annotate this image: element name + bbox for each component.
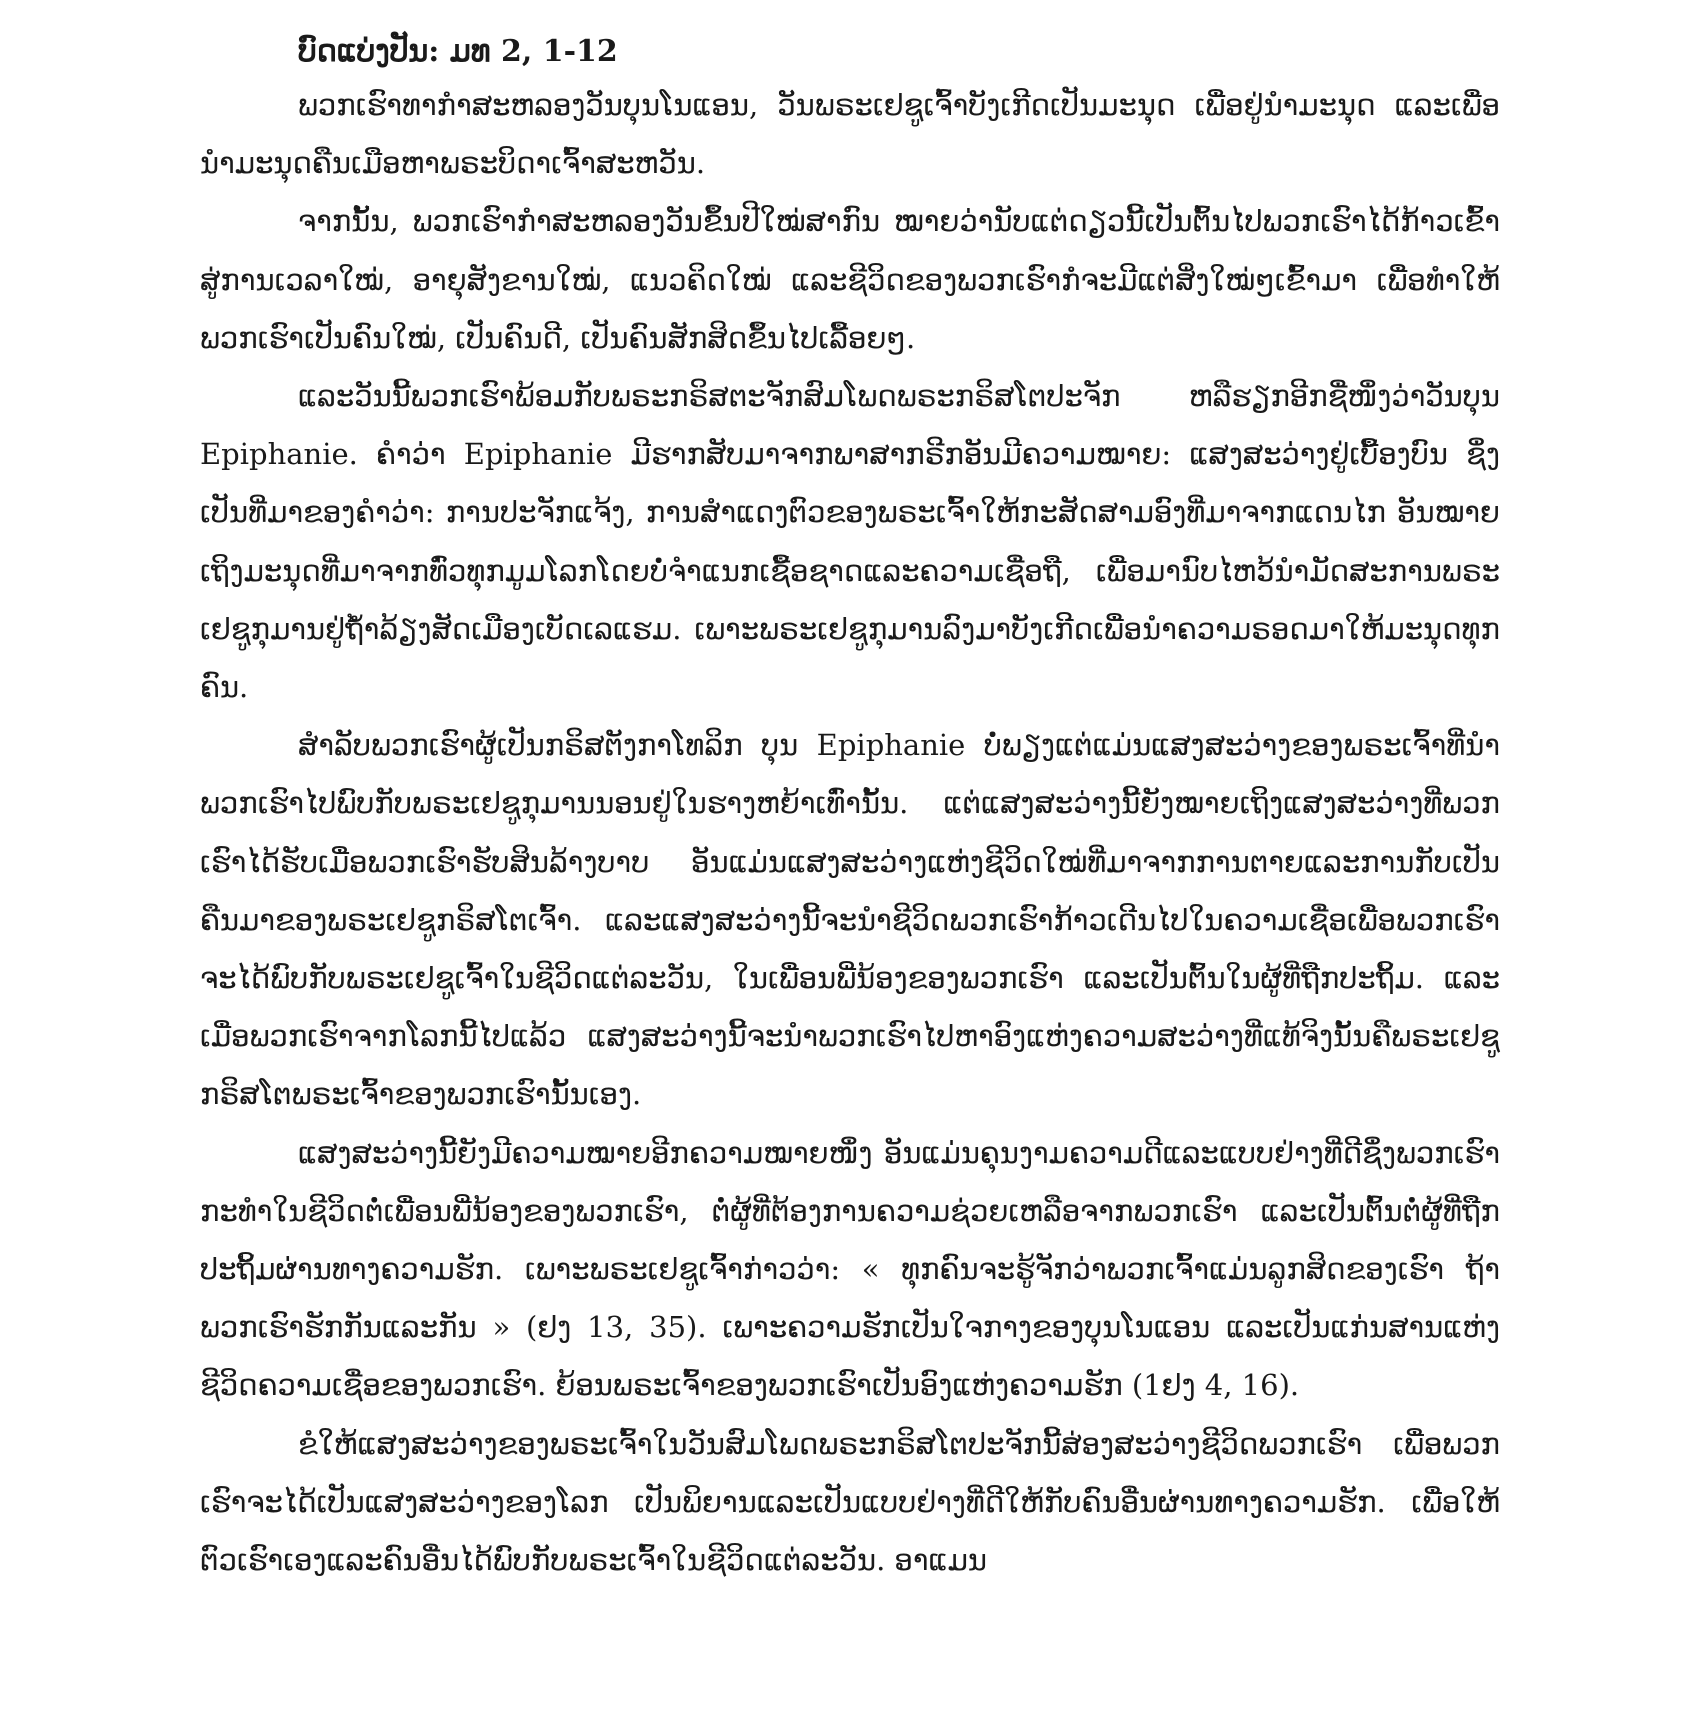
document-body xyxy=(200,28,1500,1589)
paragraph-5: ແສງສະວ່າງນີ້ຍັງມີຄວາມໝາຍອີກຄວາມໝາຍໜຶ່ງ ອັນແມ່ນຄຸນງາມຄວາມດີແລະແບບຢ່າງທີ່ດີຊຶ່ງພວກເຮົາກະທໍາໃນຊີວິດຕໍ່ເພື່ອນພີ່ນ້ອງຂອງພວກເຮົາ, ຕໍ່ຜູ້ທີ່ຕ້ອງການຄວາມຊ່ວຍເຫລືອຈາກພວກເຮົາ ແລະເປັນຕົ້ນຕໍ່ຜູ້ທີ່ຖືກປະຖິ້ມຜ່ານທາງຄວາມຮັກ. ເພາະພຣະເຢຊູເຈົ້າກ່າວວ່າ: « ທຸກຄົນຈະຮູ້ຈັກວ່າພວກເຈົ້າແມ່ນລູກສິດຂອງເຮົາ ຖ້າພວກເຮົາຮັກກັນແລະກັນ » (ຢງ 13, 35). ເພາະຄວາມຮັກເປັນໃຈກາງຂອງບຸນໂນແອນ ແລະເປັນແກ່ນສານແຫ່ງຊີວິດຄວາມເຊື່ອຂອງພວກເຮົາ. ຍ້ອນພຣະເຈົ້າຂອງພວກເຮົາເປັນອົງແຫ່ງຄວາມຮັກ (1ຢງ 4, 16). xyxy=(200,1135,1500,1403)
paragraph-3: ແລະວັນນີ້ພວກເຮົາພ້ອມກັບພຣະກຣິສຕະຈັກສົມໂພດພຣະກຣິສໂຕປະຈັກ ຫລືຮຽກອີກຊື່ໜຶ່ງວ່າວັນບຸນ Epiphanie. ຄໍາວ່າ Epiphanie ມີຮາກສັບມາຈາກພາສາກຣີກອັນມີຄວາມໝາຍ: ແສງສະວ່າງຢູ່ເບື້ອງບົນ ຊຶ່ງເປັນທີ່ມາຂອງຄໍາວ່າ: ການປະຈັກແຈ້ງ, ການສໍາແດງຕົວຂອງພຣະເຈົ້າໃຫ້ກະສັດສາມອົງທີ່ມາຈາກແດນໄກ ອັນໝາຍເຖິງມະນຸດທີ່ມາຈາກທົ່ວທຸກມູມໂລກໂດຍບໍ່ຈໍາແນກເຊື້ອຊາດແລະຄວາມເຊື່ອຖື, ເພື່ອມານົບໄຫວ້ນໍາມັດສະການພຣະເຢຊູກຸມານຢູ່ຖໍ້າລ້ຽງສັດເມືອງເບັດເລແຮມ. ເພາະພຣະເຢຊູກຸມານລົງມາບັງເກີດເພື່ອນໍາຄວາມຣອດມາໃຫ້ມະນຸດທຸກຄົນ. xyxy=(200,379,1500,705)
paragraph-1: ພວກເຮົາທາກໍາສະຫລອງວັນບຸນໂນແອນ, ວັນພຣະເຢຊູເຈົ້າບັງເກີດເປັນມະນຸດ ເພື່ອຢູ່ນໍາມະນຸດ ແລະເພື່ອນໍາມະນຸດຄືນເມືອຫາພຣະບິດາເຈົ້າສະຫວັນ. xyxy=(200,88,1500,181)
paragraph-6: ຂໍໃຫ້ແສງສະວ່າງຂອງພຣະເຈົ້າໃນວັນສົມໂພດພຣະກຣິສໂຕປະຈັກນີ້ສ່ອງສະວ່າງຊີວິດພວກເຮົາ ເພື່ອພວກເຮົາຈະໄດ້ເປັນແສງສະວ່າງຂອງໂລກ ເປັນພິຍານແລະເປັນແບບຢ່າງທີ່ດີໃຫ້ກັບຄົນອື່ນຜ່ານທາງຄວາມຮັກ. ເພື່ອໃຫ້ຕົວເຮົາເອງແລະຄົນອື່ນໄດ້ພົບກັບພຣະເຈົ້າໃນຊີວິດແຕ່ລະວັນ. ອາແມນ xyxy=(200,1426,1500,1578)
paragraph-2: ຈາກນັ້ນ, ພວກເຮົາກໍາສະຫລອງວັນຂຶ້ນປີໃໝ່ສາກົນ ໝາຍວ່ານັບແຕ່ດຽວນີ້ເປັນຕົ້ນໄປພວກເຮົາໄດ້ກ້າວເຂົ້າສູ່ການເວລາໃໝ່, ອາຍຸສັງຂານໃໝ່, ແນວຄິດໃໝ່ ແລະຊີວິດຂອງພວກເຮົາກໍຈະມີແຕ່ສິ່ງໃໝ່ໆເຂົ້າມາ ເພື່ອທໍາໃຫ້ພວກເຮົາເປັນຄົນໃໝ່, ເປັນຄົນດີ, ເປັນຄົນສັກສິດຂຶ້ນໄປເລື້ອຍໆ. xyxy=(200,204,1500,355)
document-heading: ບົດແບ່ງປັນ: ມທ 2, 1-12 xyxy=(298,34,618,69)
paragraph-4: ສໍາລັບພວກເຮົາຜູ້ເປັນກຣິສຕັງກາໂທລິກ ບຸນ Epiphanie ບໍ່ພຽງແຕ່ແມ່ນແສງສະວ່າງຂອງພຣະເຈົ້າທີ່ນໍາພວກເຮົາໄປພົບກັບພຣະເຢຊູກຸມານນອນຢູ່ໃນຮາງຫຍ້າເທົ່ານັ້ນ. ແຕ່ແສງສະວ່າງນີ້ຍັງໝາຍເຖິງແສງສະວ່າງທີ່ພວກເຮົາໄດ້ຮັບເມື່ອພວກເຮົາຮັບສິນລ້າງບາບ ອັນແມ່ນແສງສະວ່າງແຫ່ງຊີວິດໃໝ່ທີ່ມາຈາກການຕາຍແລະການກັບເປັນຄືນມາຂອງພຣະເຢຊູກຣິສໂຕເຈົ້າ. ແລະແສງສະວ່າງນີ້ຈະນໍາຊີວິດພວກເຮົາກ້າວເດີນໄປໃນຄວາມເຊື່ອເພື່ອພວກເຮົາຈະໄດ້ພົບກັບພຣະເຢຊູເຈົ້າໃນຊີວິດແຕ່ລະວັນ, ໃນເພື່ອນພີ່ນ້ອງຂອງພວກເຮົາ ແລະເປັນຕົ້ນໃນຜູ້ທີ່ຖືກປະຖິ້ມ. ແລະເມື່ອພວກເຮົາຈາກໂລກນີ້ໄປແລ້ວ ແສງສະວ່າງນີ້ຈະນໍາພວກເຮົາໄປຫາອົງແຫ່ງຄວາມສະວ່າງທີ່ແທ້ຈິງນັ້ນຄືພຣະເຢຊູກຣິສໂຕພຣະເຈົ້າຂອງພວກເຮົານັ້ນເອງ. xyxy=(200,728,1500,1112)
